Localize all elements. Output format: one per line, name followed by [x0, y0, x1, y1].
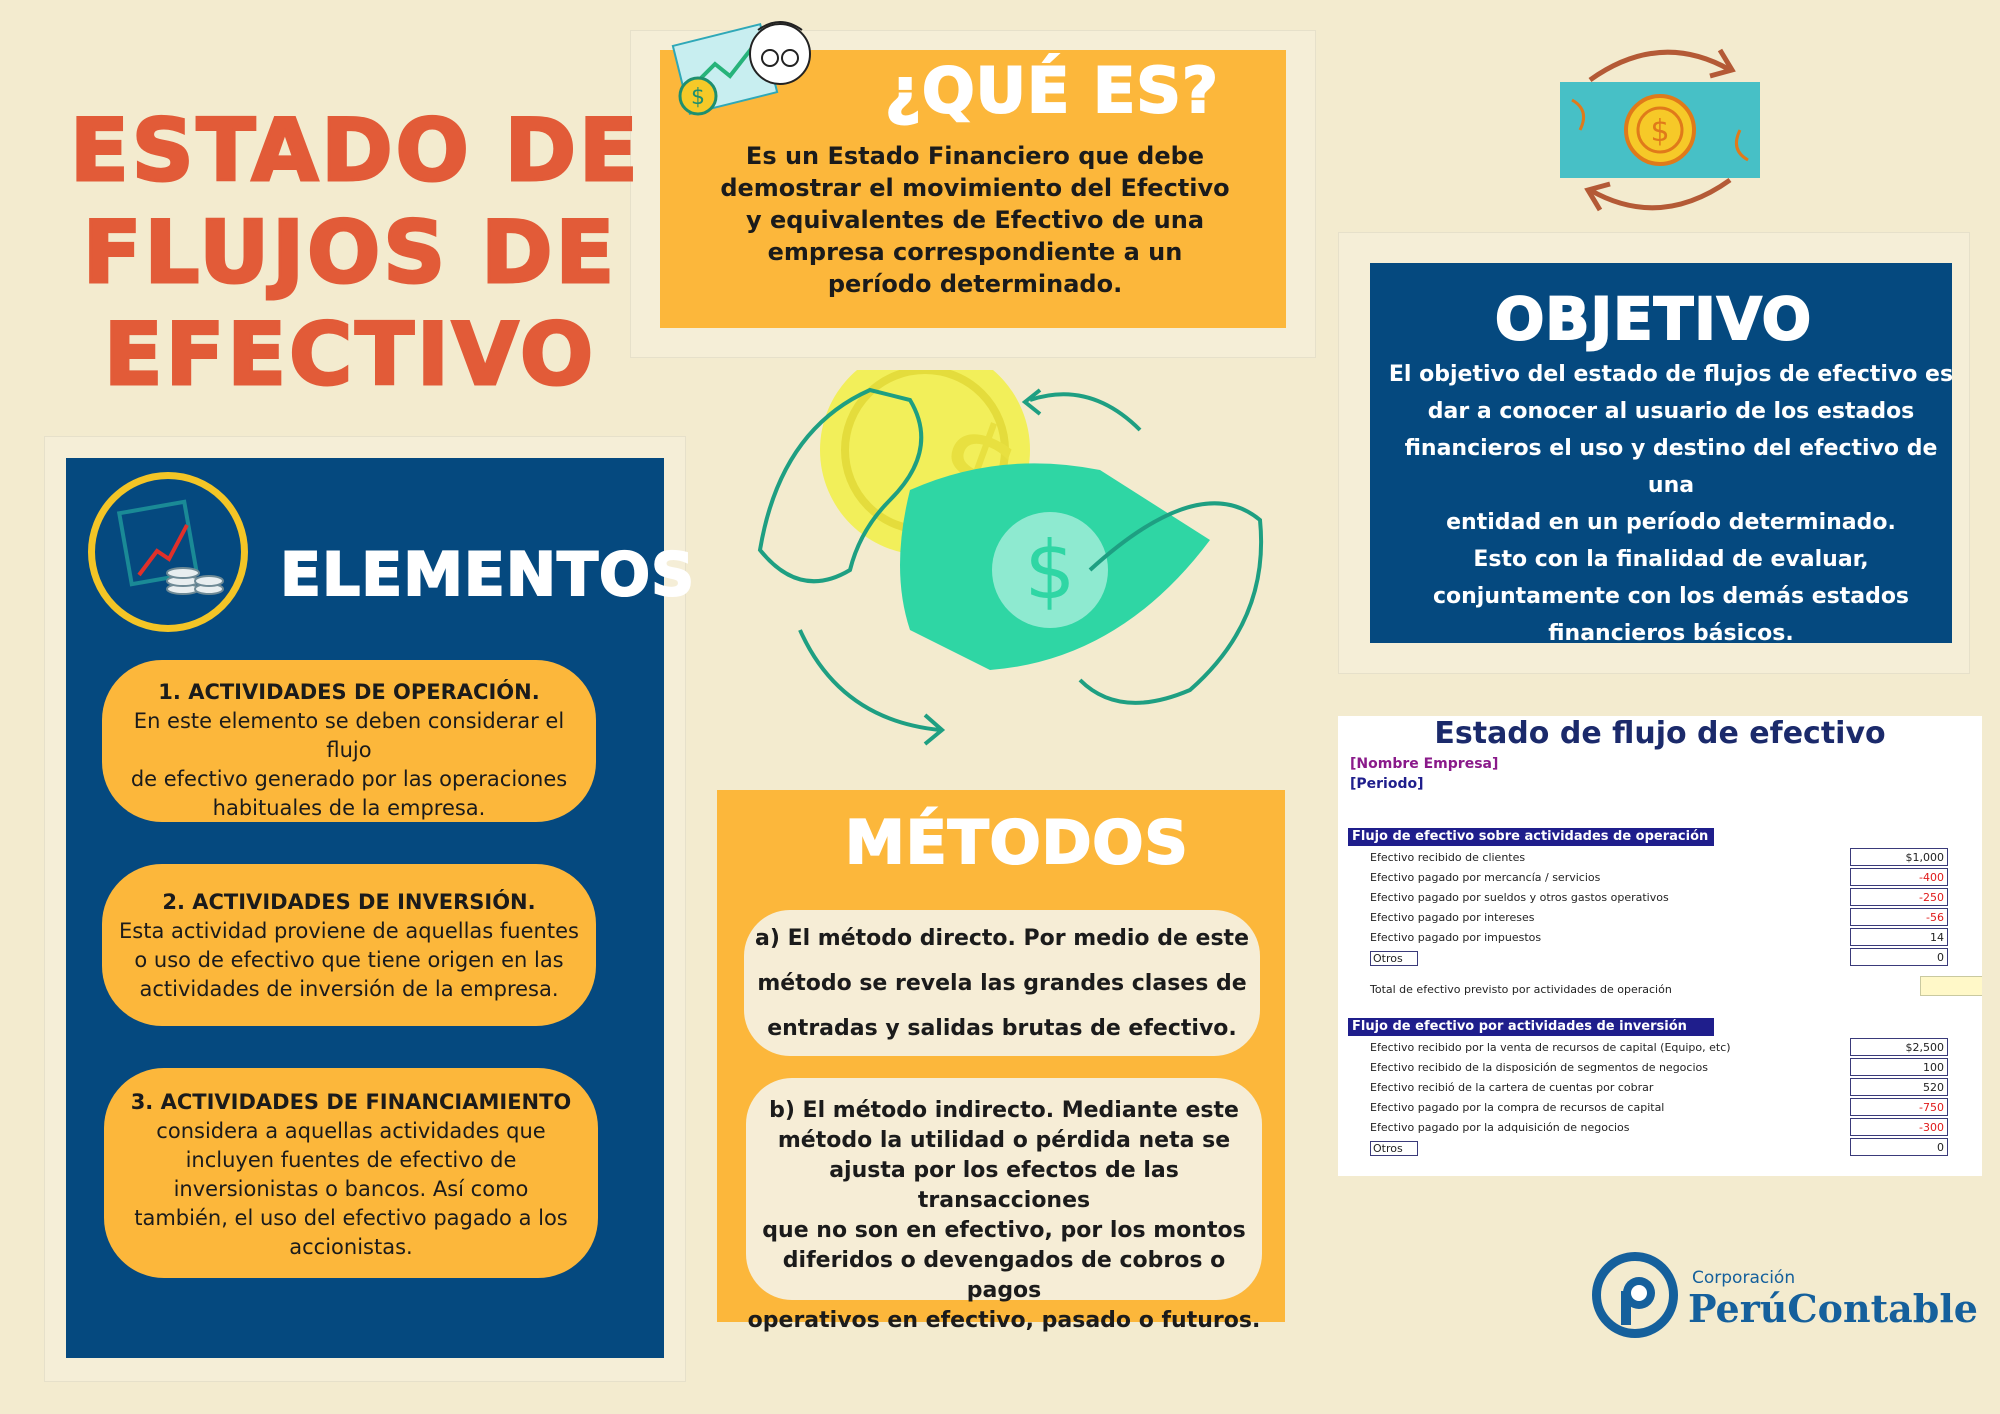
- sheet-section-operacion: Flujo de efectivo sobre actividades de operación: [1348, 828, 1714, 846]
- row-value: -250: [1850, 888, 1948, 906]
- row-value: -750: [1850, 1098, 1948, 1116]
- elemento-line: también, el uso del efectivo pagado a los: [134, 1206, 568, 1230]
- objetivo-heading: OBJETIVO: [1495, 285, 1813, 353]
- chart-coins-icon: [88, 472, 248, 632]
- objetivo-line: Esto con la finalidad de evaluar,: [1473, 547, 1869, 572]
- metodo-line: a) El método directo. Por medio de este: [755, 926, 1249, 951]
- row-label: Efectivo pagado por sueldos y otros gastos operativos: [1370, 891, 1669, 904]
- professor-illustration: [670, 14, 830, 124]
- que-es-heading: ¿QUÉ ES?: [885, 54, 1219, 127]
- elemento-line: incluyen fuentes de efectivo de: [185, 1148, 517, 1172]
- row-value: -400: [1850, 868, 1948, 886]
- money-exchange-illustration: [740, 370, 1280, 750]
- row-label: Otros: [1370, 951, 1418, 966]
- sheet-company: [Nombre Empresa]: [1350, 756, 1499, 772]
- peru-contable-logo-icon: [1592, 1252, 1678, 1338]
- que-es-line: y equivalentes de Efectivo de una: [745, 206, 1205, 234]
- title-line-2: FLUJOS DE: [82, 203, 618, 303]
- sheet-period: [Periodo]: [1350, 776, 1424, 792]
- row-value: -300: [1850, 1118, 1948, 1136]
- metodo-line: que no son en efectivo, por los montos: [762, 1218, 1246, 1243]
- objetivo-line: entidad en un período determinado.: [1446, 510, 1896, 535]
- sheet-row: [1370, 1118, 1970, 1138]
- row-label: Efectivo recibido de la disposición de segmentos de negocios: [1370, 1061, 1708, 1074]
- elemento-line: habituales de la empresa.: [212, 796, 486, 820]
- objetivo-text: [1388, 356, 1954, 652]
- metodo-line: b) El método indirecto. Mediante este: [769, 1098, 1239, 1123]
- elemento-line: accionistas.: [289, 1235, 413, 1259]
- sheet-row: [1370, 1058, 1970, 1078]
- row-value: 520: [1850, 1078, 1948, 1096]
- sheet-row: [1370, 868, 1970, 888]
- logo-subtitle: Corporación: [1692, 1268, 1796, 1288]
- metodo-line: ajusta por los efectos de las transacciones: [829, 1158, 1179, 1213]
- elemento-line: Esta actividad proviene de aquellas fuentes: [119, 919, 579, 943]
- elemento-line: inversionistas o bancos. Así como: [173, 1177, 529, 1201]
- metodo-line: diferidos o devengados de cobros o pagos: [782, 1248, 1226, 1303]
- sheet-row: [1370, 1098, 1970, 1118]
- que-es-line: demostrar el movimiento del Efectivo: [720, 174, 1230, 202]
- que-es-text: [715, 140, 1235, 300]
- elemento-line: En este elemento se deben considerar el flujo: [133, 709, 565, 762]
- row-value: $2,500: [1850, 1038, 1948, 1056]
- row-label: Efectivo recibió de la cartera de cuentas por cobrar: [1370, 1081, 1654, 1094]
- elemento-line: o uso de efectivo que tiene origen en las: [134, 948, 564, 972]
- metodo-line: entradas y salidas brutas de efectivo.: [767, 1016, 1237, 1041]
- elementos-heading: ELEMENTOS: [280, 540, 696, 610]
- total-cell: [1920, 976, 1982, 996]
- elemento-operacion: [102, 660, 596, 822]
- elemento-title: 3. ACTIVIDADES DE FINANCIAMIENTO: [130, 1090, 572, 1114]
- total-label: Total de efectivo previsto por actividades de operación: [1370, 983, 1672, 996]
- objetivo-line: conjuntamente con los demás estados: [1432, 584, 1910, 609]
- que-es-line: período determinado.: [827, 270, 1123, 298]
- row-label: Efectivo pagado por mercancía / servicios: [1370, 871, 1601, 884]
- metodo-line: método se revela las grandes clases de: [757, 971, 1247, 996]
- svg-text:$: $: [1650, 114, 1670, 149]
- elemento-line: considera a aquellas actividades que: [156, 1119, 546, 1143]
- sheet-row: [1370, 848, 1970, 868]
- row-label: Efectivo recibido de clientes: [1370, 851, 1526, 864]
- metodo-line: operativos en efectivo, pasado o futuros.: [747, 1308, 1261, 1333]
- row-value: -56: [1850, 908, 1948, 926]
- row-value: 14: [1850, 928, 1948, 946]
- metodos-heading: MÉTODOS: [845, 808, 1189, 878]
- row-label: Otros: [1370, 1141, 1418, 1156]
- row-label: Efectivo pagado por intereses: [1370, 911, 1535, 924]
- main-title: [70, 100, 641, 406]
- row-label: Efectivo pagado por la compra de recursos de capital: [1370, 1101, 1665, 1114]
- objetivo-line: financieros el uso y destino del efectivo de una: [1404, 436, 1938, 498]
- sheet-row: [1370, 948, 1970, 968]
- sheet-row: [1370, 888, 1970, 908]
- que-es-line: Es un Estado Financiero que debe: [745, 142, 1205, 170]
- elemento-inversion: [102, 864, 596, 1026]
- objetivo-line: dar a conocer al usuario de los estados: [1427, 399, 1915, 424]
- svg-text:$: $: [691, 85, 705, 110]
- sheet-row: [1370, 1038, 1970, 1058]
- row-value: 0: [1850, 1138, 1948, 1156]
- sheet-title: Estado de flujo de efectivo: [1434, 716, 1886, 751]
- row-label: Efectivo recibido por la venta de recursos de capital (Equipo, etc): [1370, 1041, 1731, 1054]
- sheet-row: [1370, 1078, 1970, 1098]
- metodo-directo: [744, 910, 1260, 1056]
- metodo-line: método la utilidad o pérdida neta se: [777, 1128, 1231, 1153]
- sheet-total-row: [1370, 980, 1970, 1000]
- elemento-line: de efectivo generado por las operaciones: [130, 767, 568, 791]
- elemento-financiamiento: [104, 1068, 598, 1278]
- sheet-row: [1370, 1138, 1970, 1158]
- money-cycle-icon: [1550, 40, 1770, 220]
- logo-name: PerúContable: [1688, 1286, 1978, 1331]
- title-line-3: EFECTIVO: [103, 305, 597, 405]
- sheet-row: [1370, 928, 1970, 948]
- que-es-line: empresa correspondiente a un: [767, 238, 1183, 266]
- cash-flow-spreadsheet: [1338, 716, 1982, 1176]
- elemento-title: 2. ACTIVIDADES DE INVERSIÓN.: [162, 890, 536, 914]
- title-line-1: ESTADO DE: [70, 101, 641, 201]
- svg-text:$: $: [1024, 524, 1076, 617]
- elemento-line: actividades de inversión de la empresa.: [139, 977, 559, 1001]
- row-value: 100: [1850, 1058, 1948, 1076]
- objetivo-line: financieros básicos.: [1548, 621, 1794, 646]
- elemento-title: 1. ACTIVIDADES DE OPERACIÓN.: [158, 680, 540, 704]
- metodo-indirecto: [746, 1078, 1262, 1333]
- sheet-section-inversion: Flujo de efectivo por actividades de inversión: [1348, 1018, 1714, 1036]
- row-label: Efectivo pagado por la adquisición de negocios: [1370, 1121, 1630, 1134]
- row-label: Efectivo pagado por impuestos: [1370, 931, 1542, 944]
- sheet-row: [1370, 908, 1970, 928]
- objetivo-line: El objetivo del estado de flujos de efectivo es: [1388, 362, 1954, 387]
- row-value: 0: [1850, 948, 1948, 966]
- row-value: $1,000: [1850, 848, 1948, 866]
